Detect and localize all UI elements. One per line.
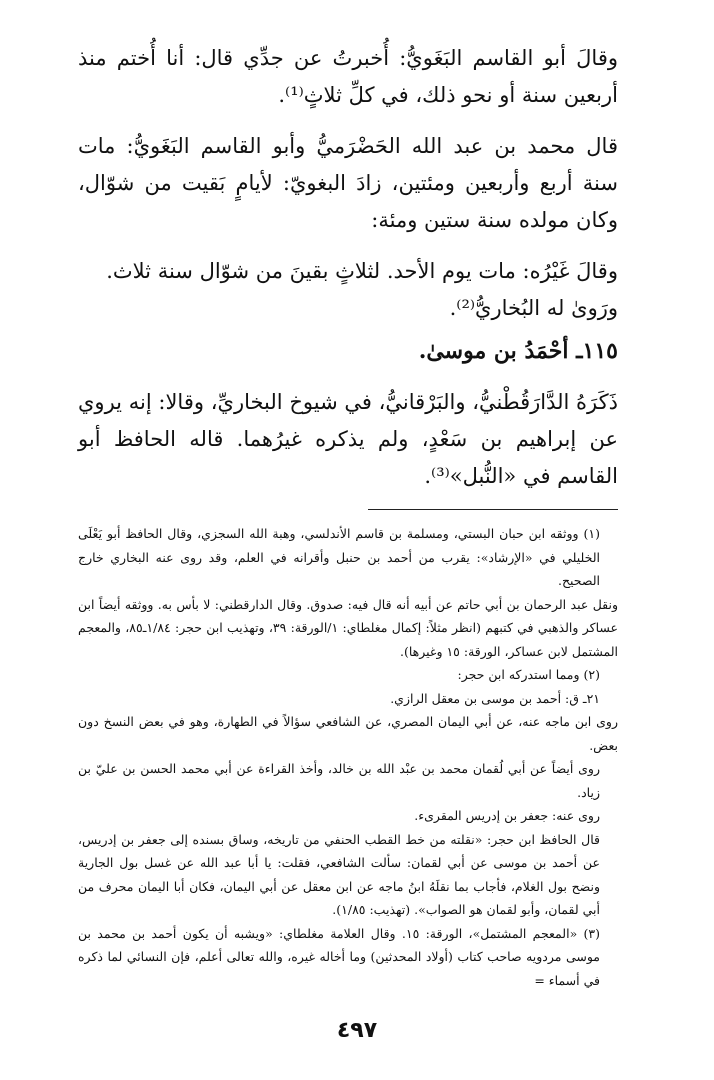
paragraph-baghawi-quote: وقالَ أبو القاسم البَغَويُّ: أُخبرتُ عن جدِّي قال: أنا أُختم منذ أربعين سنة أو نحو ذلك، في كلِّ ثلاثٍ⁽¹⁾. bbox=[78, 46, 618, 107]
paragraph-other-opinion: وقالَ غَيْرُه: مات يوم الأحد. لثلاثٍ بقينَ من شوّال سنة ثلاث. bbox=[106, 259, 618, 283]
footnote-1a: (١) ووثقه ابن حبان البستي، ومسلمة بن قاسم الأندلسي، وهبة الله السجزي، وقال الحافظ أبو يَعْلَى الخليلي في «الإرشاد»: يقرب من أحمد بن حنبل وأقرانه في العلم، وقد روى عنه البخاري خارج الصحيح. bbox=[78, 526, 600, 588]
page-number: ٤٩٧ bbox=[336, 1018, 378, 1043]
entry-title: ١١٥ـ أحْمَدُ بن موسىٰ. bbox=[418, 338, 618, 364]
footnote-2: (٢) ومما استدركه ابن حجر: bbox=[457, 667, 600, 682]
paragraph-entry-115: ذَكَرَهُ الدَّارَقُطْنيُّ، والبَرْقانيُّ، في شيوخ البخاريِّ، وقالا: إنه يروي عن إبراهيم بن سَعْدٍ، ولم يذكره غيرُهما. قاله الحافظ أبو القاسم في «النُّبل»⁽³⁾. bbox=[78, 390, 618, 488]
footnote-2-para-3: روى عنه: جعفر بن إدريس المقرىء. bbox=[414, 808, 600, 823]
paragraph-death-date: قال محمد بن عبد الله الحَضْرَميُّ وأبو القاسم البَغَويُّ: مات سنة أربع وأربعين ومئتين، زادَ البغويّ: لأيامٍ بَقيت من شوّال، وكان مولده سنة ستين ومئة: bbox=[78, 134, 618, 232]
footnotes bbox=[78, 522, 618, 992]
footnote-2-para-4: قال الحافظ ابن حجر: «نقلته من خط القطب الحنفي من تاريخه، وساق بسنده إلى جعفر بن إدريس، عن أحمد بن موسى عن أبي لقمان: سألت الشافعي، فقلت: يا أبا عبد الله عن غسل بول الجارية ونضح بول الغلام، فأجاب بما نقلَهُ ابنُ ماجه عن ابن معقل عن أبي اليمان، فكان أبا اليمان محرف من أبي لقمان، وأبو لقمان هو الصواب». (تهذيب: ١/٨٥). bbox=[78, 831, 600, 917]
main-text bbox=[78, 40, 618, 495]
footnote-divider bbox=[368, 509, 618, 510]
footnote-2-para-2: روى أيضاً عن أبي لُقمان محمد بن عبْد الله بن خالد، وأخذ القراءة عن أبي محمد الحسن بن عليّ بن زياد. bbox=[78, 761, 600, 800]
page-body bbox=[78, 40, 618, 992]
footnote-2-para-1: روى ابن ماجه عنه، عن أبي اليمان المصري، عن الشافعي سؤالاً في الطهارة، وهو في بعض النسخ دون بعض. bbox=[78, 714, 618, 753]
paragraph-bukhari-narration: ورَوىٰ له البُخاريُّ⁽²⁾. bbox=[449, 296, 618, 320]
footnote-1b: ونقل عبد الرحمان بن أبي حاتم عن أبيه أنه قال فيه: صدوق. وقال الدارقطني: لا بأس به. ووثقه أيضاً ابن عساكر والذهبي في كتبهم (انظر مثلاً: إكمال مغلطاي: ١/الورقة: ٣٩، وتهذيب ابن حجر: ١/٨٤ـ٨٥، والمعجم المشتمل لابن عساكر، الورقة: ١٥ وغيرها). bbox=[78, 596, 618, 659]
footnote-3: (٣) «المعجم المشتمل»، الورقة: ١٥. وقال العلامة مغلطاي: «ويشبه أن يكون أحمد بن محمد بن موسى مردويه صاحب كتاب (أولاد المحدثين) وما أخاله غيره، والله تعالى أعلم، فإن النسائي لما ذكره في أسماء = bbox=[78, 925, 600, 988]
footnote-2-entry: ٢١ـ ق: أحمد بن موسى بن معقل الرازي. bbox=[390, 690, 600, 706]
